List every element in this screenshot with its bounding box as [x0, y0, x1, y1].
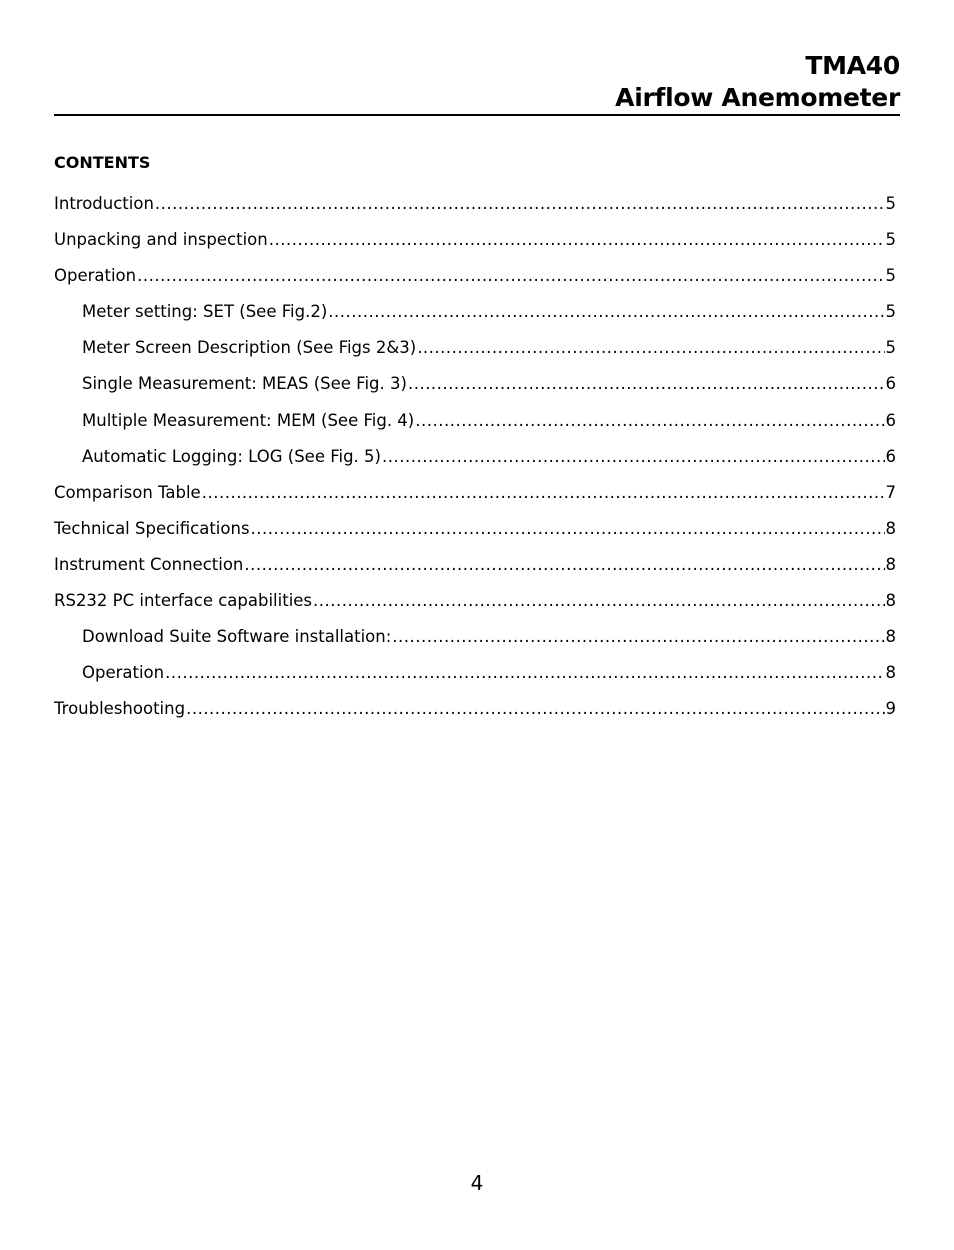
toc-entry-page: 5 [885, 194, 896, 213]
toc-dot-leader [186, 698, 884, 720]
toc-entry-label: Unpacking and inspection [54, 230, 268, 250]
toc-entry-label: Comparison Table [54, 482, 201, 502]
toc-entry-label: Single Measurement: MEAS (See Fig. 3) [82, 374, 407, 394]
toc-entry-meter-screen-description [54, 337, 896, 373]
toc-entry-meter-setting [54, 301, 896, 337]
toc-entry-page: 8 [885, 591, 896, 611]
header-divider [54, 114, 900, 116]
toc-entry-page: 8 [885, 663, 896, 683]
toc-entry-page: 8 [885, 518, 896, 538]
toc-entry-label: Technical Specifications [54, 518, 250, 538]
toc-entry-label: Multiple Measurement: MEM (See Fig. 4) [82, 410, 415, 430]
toc-entry-comparison-table [54, 482, 896, 518]
toc-entry-page: 5 [885, 302, 896, 322]
toc-entry-label: RS232 PC interface capabilities [54, 591, 313, 611]
toc-dot-leader [137, 265, 884, 287]
toc-entry-rs232-interface [54, 590, 896, 626]
toc-entry-page: 7 [885, 482, 896, 502]
document-header [54, 50, 900, 114]
toc-entry-label: Troubleshooting [54, 699, 186, 719]
toc-entry-technical-specifications [54, 518, 896, 554]
toc-entry-unpacking [54, 229, 896, 265]
contents-heading: CONTENTS [54, 153, 151, 172]
toc-dot-leader [244, 554, 884, 576]
toc-entry-page: 5 [885, 338, 896, 358]
toc-entry-page: 8 [885, 554, 896, 574]
toc-dot-leader [313, 590, 884, 612]
toc-entry-page: 6 [885, 410, 896, 430]
toc-dot-leader [251, 518, 885, 540]
toc-entry-label: Download Suite Software installation: [82, 627, 392, 647]
toc-entry-page: 6 [885, 374, 896, 394]
toc-entry-multiple-measurement [54, 410, 896, 446]
toc-entry-single-measurement [54, 373, 896, 409]
toc-entry-page: 5 [885, 266, 896, 286]
toc-entry-rs232-operation [54, 662, 896, 698]
toc-entry-label: Operation [82, 663, 165, 683]
toc-entry-label: Introduction [54, 194, 154, 213]
toc-entry-page: 8 [885, 627, 896, 647]
toc-dot-leader [392, 626, 884, 648]
toc-dot-leader [328, 301, 884, 323]
model-title: TMA40 [805, 51, 900, 80]
toc-dot-leader [155, 193, 885, 215]
toc-entry-automatic-logging [54, 446, 896, 482]
toc-entry-label: Operation [54, 266, 137, 286]
page-number: 4 [470, 1171, 484, 1195]
toc-dot-leader [408, 373, 885, 395]
toc-dot-leader [382, 446, 885, 468]
table-of-contents [54, 193, 896, 734]
toc-entry-page: 6 [885, 446, 896, 466]
toc-entry-page: 5 [885, 230, 896, 250]
toc-entry-label: Instrument Connection [54, 554, 244, 574]
product-title: Airflow Anemometer [615, 83, 900, 112]
toc-entry-instrument-connection [54, 554, 896, 590]
toc-dot-leader [417, 337, 884, 359]
toc-entry-label: Automatic Logging: LOG (See Fig. 5) [82, 446, 381, 466]
toc-entry-label: Meter Screen Description (See Figs 2&3) [82, 338, 417, 358]
toc-entry-operation [54, 265, 896, 301]
toc-dot-leader [202, 482, 885, 504]
toc-entry-label: Meter setting: SET (See Fig.2) [82, 302, 328, 322]
toc-entry-introduction [54, 193, 896, 229]
toc-entry-software-installation [54, 626, 896, 662]
toc-dot-leader [415, 410, 884, 432]
toc-entry-troubleshooting [54, 698, 896, 734]
toc-dot-leader [269, 229, 885, 251]
toc-entry-page: 9 [885, 699, 896, 719]
toc-dot-leader [165, 662, 884, 684]
